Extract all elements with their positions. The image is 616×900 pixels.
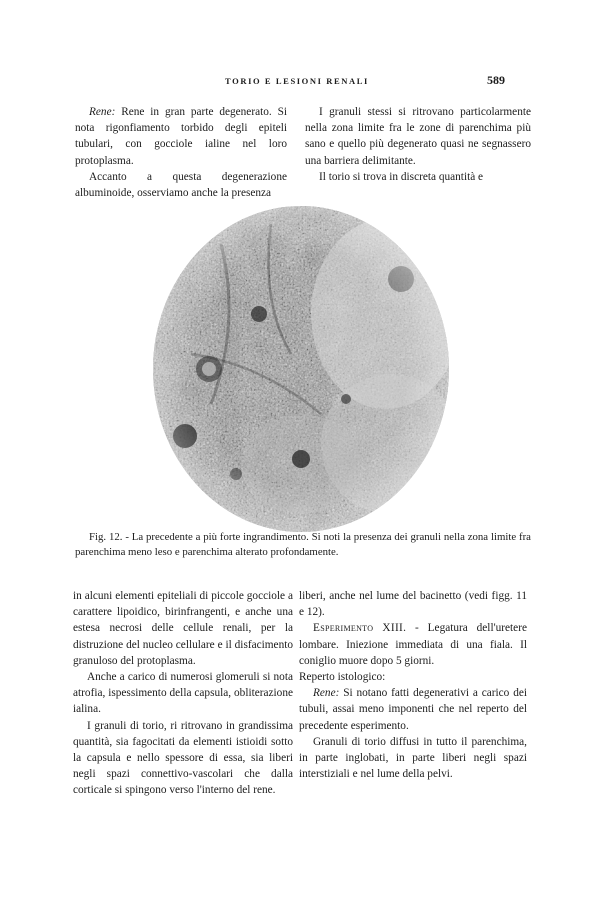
figure-caption-text: - La precedente a più forte ingrandimento. Si noti la presenza dei granuli nella zona limite fra parenchima meno leso e parenchima alterato profondamente. (75, 531, 531, 558)
paragraph-liberi-bacinetto: liberi, anche nel lume del bacinetto (vedi figg. 11 e 12). (299, 590, 527, 619)
esperimento-text: - Legatura dell'uretere lombare. Iniezione immediata di una fiala. Il coniglio muore dopo 5 giorni. (299, 622, 527, 667)
paragraph-granuli-diffusi: Granuli di torio diffusi in tutto il parenchima, in parte inglobati, in parte liberi negli spazi interstiziali e nel lume della pelvi. (299, 735, 527, 781)
paragraph-esperimento-xiii (299, 620, 527, 669)
micrograph-figure (151, 204, 451, 534)
text-column-bottom-left (73, 588, 293, 799)
paragraph-glomeruli: Anche a carico di numerosi glomeruli si nota atrofia, ispessimento della capsula, obliterazione ialina. (73, 671, 293, 716)
esperimento-label: Esperimento XIII. (313, 622, 407, 635)
paragraph-rene-intro (75, 104, 287, 169)
rene-label: Rene: (89, 106, 116, 118)
text-column-top-left (75, 104, 287, 201)
paragraph-gocciole: in alcuni elementi epiteliali di piccole gocciole a carattere lipoidico, birinfrangenti, e anche una estesa necrosi delle cellule renali, per la distruzione del nucleo cellulare e il disfacimento granuloso del protoplasma. (73, 590, 293, 667)
page-header (0, 73, 616, 92)
figure-label: Fig. 12. (89, 531, 123, 543)
running-title: TORIO E LESIONI RENALI (225, 76, 369, 86)
paragraph-rene-xiii (299, 685, 527, 734)
rene-intro-text: Rene in gran parte degenerato. Si nota rigonfiamento torbido degli epiteli tubulari, con gocciole ialine nel loro protoplasma. (75, 106, 287, 167)
figure-caption (75, 530, 531, 560)
paragraph-degenerazione: Accanto a questa degenerazione albuminoide, osserviamo anche la presenza (75, 170, 287, 200)
page-number: 589 (487, 73, 505, 87)
paragraph-granuli-torio: I granuli di torio, ri ritrovano in grandissima quantità, sia fagocitati da elementi istioidi sotto la capsula e nello spessore di essa, sia liberi negli spazi connettivo-vascolari che dalla corticale si spingono verso l'interno del rene. (73, 719, 293, 797)
rene-xiii-label: Rene: (313, 687, 340, 700)
rene-xiii-text: Si notano fatti degenerativi a carico dei tubuli, assai meno imponenti che nel reperto del precedente esperimento. (299, 687, 527, 732)
reperto-istologico-heading: Reperto istologico: (299, 671, 386, 684)
text-column-bottom-right (299, 588, 527, 782)
paragraph-granuli-stessi: I granuli stessi si ritrovano particolarmente nella zona limite fra le zone di parenchima più sano e quello più degenerato quasi ne segnassero una barriera delimitante. (305, 106, 531, 167)
text-column-top-right (305, 104, 531, 185)
paragraph-torio-quantita: Il torio si trova in discreta quantità e (319, 170, 484, 183)
